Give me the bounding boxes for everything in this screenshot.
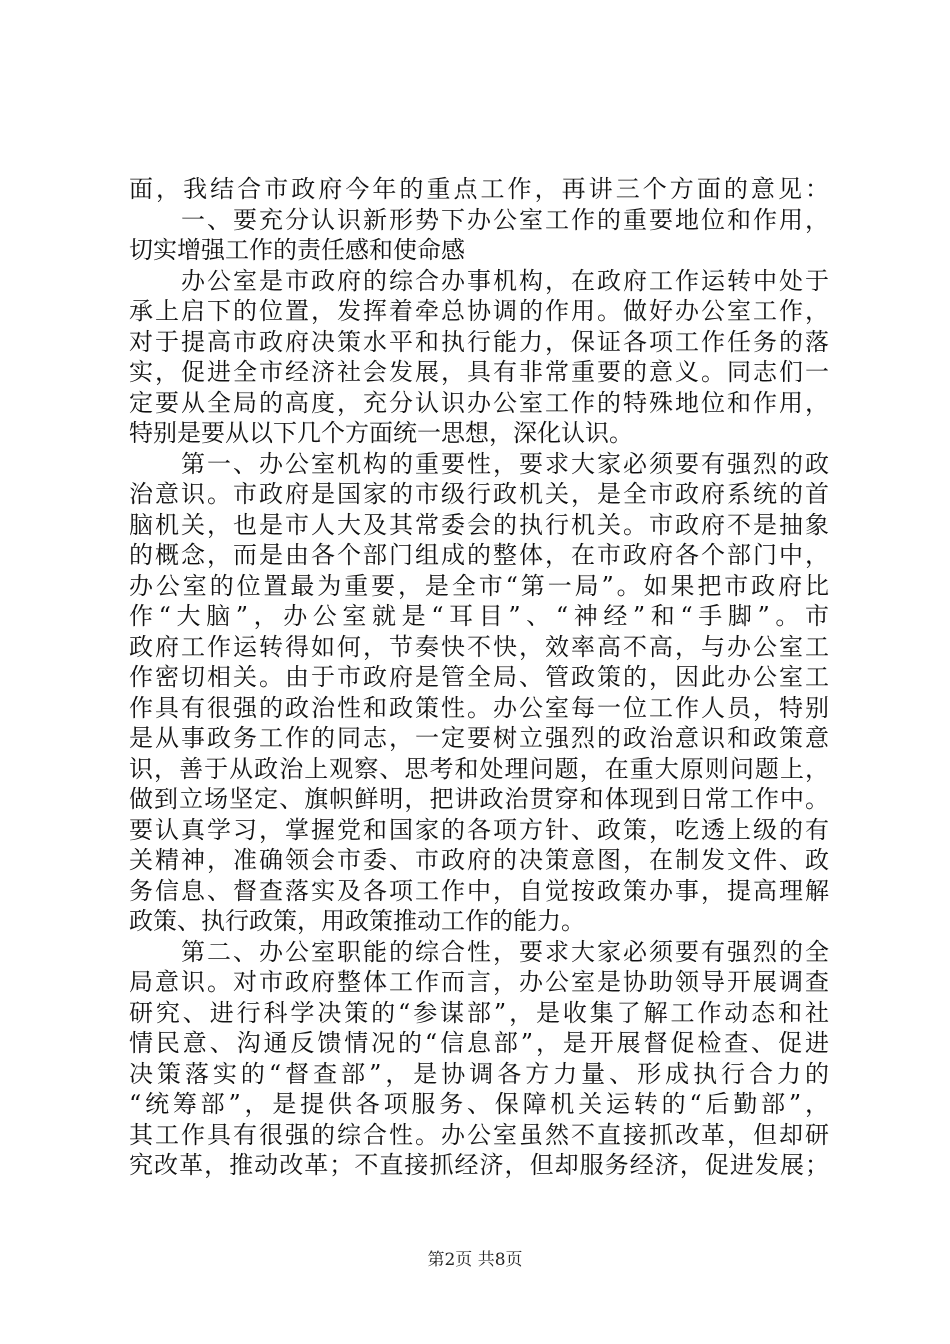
- text-line: 务信息、督查落实及各项工作中，自觉按政策办事，提高理解: [129, 876, 829, 905]
- text-line: 面，我结合市政府今年的重点工作，再讲三个方面的意见：: [129, 175, 829, 203]
- text-line: 政策、执行政策，用政策推动工作的能力。: [129, 907, 585, 935]
- text-line: 其工作具有很强的综合性。办公室虽然不直接抓改革，但却研: [129, 1120, 829, 1149]
- text-line: 办公室的位置最为重要，是全市“第一局”。如果把市政府比: [129, 571, 829, 600]
- text-line: “统筹部”，是提供各项服务、保障机关运转的“后勤部”，: [129, 1090, 829, 1118]
- text-line: 情民意、沟通反馈情况的“信息部”，是开展督促检查、促进: [129, 1029, 829, 1057]
- text-line: 作“大脑”，办公室就是“耳目”、“神经”和“手脚”。市: [129, 602, 829, 630]
- text-line: 研究、进行科学决策的“参谋部”，是收集了解工作动态和社: [129, 998, 829, 1027]
- text-line: 脑机关，也是市人大及其常委会的执行机关。市政府不是抽象: [129, 510, 829, 539]
- text-line: 作密切相关。由于市政府是管全局、管政策的，因此办公室工: [129, 663, 829, 691]
- text-line: 切实增强工作的责任感和使命感: [129, 236, 465, 264]
- text-line: 办公室是市政府的综合办事机构，在政府工作运转中处于: [129, 266, 829, 295]
- text-line: 识，善于从政治上观察、思考和处理问题，在重大原则问题上，: [129, 754, 829, 783]
- text-line: 局意识。对市政府整体工作而言，办公室是协助领导开展调查: [129, 968, 829, 996]
- text-line: 对于提高市政府决策水平和执行能力，保证各项工作任务的落: [129, 327, 829, 356]
- text-line: 关精神，准确领会市委、市政府的决策意图，在制发文件、政: [129, 846, 829, 874]
- text-line: 做到立场坚定、旗帜鲜明，把讲政治贯穿和体现到日常工作中。: [129, 785, 829, 813]
- text-line: 政府工作运转得如何，节奏快不快，效率高不高，与办公室工: [129, 632, 829, 661]
- text-line: 一、要充分认识新形势下办公室工作的重要地位和作用，: [129, 205, 829, 234]
- text-line: 承上启下的位置，发挥着牵总协调的作用。做好办公室工作，: [129, 297, 829, 325]
- text-line: 究改革，推动改革；不直接抓经济，但却服务经济，促进发展；: [129, 1151, 829, 1179]
- text-line: 第一、办公室机构的重要性，要求大家必须要有强烈的政: [129, 449, 829, 478]
- text-line: 第二、办公室职能的综合性，要求大家必须要有强烈的全: [129, 937, 829, 966]
- text-line: 决策落实的“督查部”，是协调各方力量、形成执行合力的: [129, 1059, 829, 1088]
- text-line: 要认真学习，掌握党和国家的各项方针、政策，吃透上级的有: [129, 815, 829, 844]
- text-line: 治意识。市政府是国家的市级行政机关，是全市政府系统的首: [129, 480, 829, 508]
- body-text: [129, 174, 829, 1181]
- text-line: 特别是要从以下几个方面统一思想，深化认识。: [129, 419, 633, 447]
- text-line: 实，促进全市经济社会发展，具有非常重要的意义。同志们一: [129, 358, 829, 386]
- page-footer: 第2页 共8页: [427, 1250, 523, 1270]
- text-line: 定要从全局的高度，充分认识办公室工作的特殊地位和作用，: [129, 388, 829, 417]
- text-line: 是从事政务工作的同志，一定要树立强烈的政治意识和政策意: [129, 724, 829, 752]
- text-line: 的概念，而是由各个部门组成的整体，在市政府各个部门中，: [129, 541, 829, 569]
- text-line: 作具有很强的政治性和政策性。办公室每一位工作人员，特别: [129, 693, 829, 722]
